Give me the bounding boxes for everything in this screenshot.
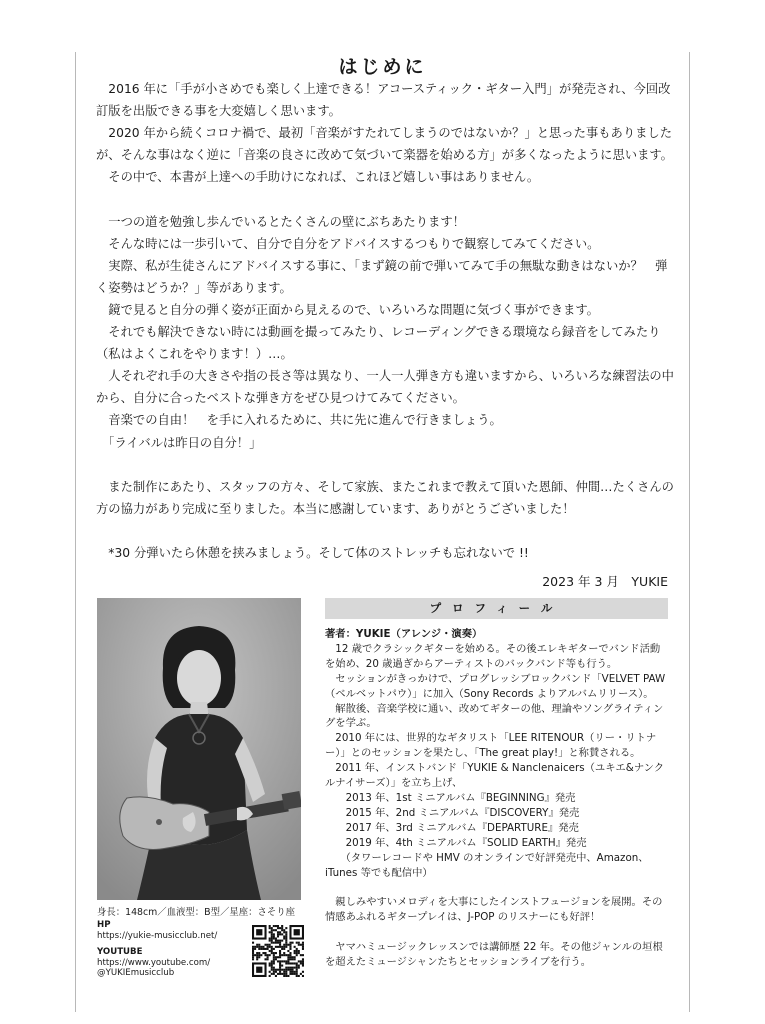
intro-paragraph: 実際、私が生徒さんにアドバイスする事に、「まず鏡の前で弾いてみて手の無駄な動きはないか？ 弾く姿勢はどうか？」等があります。 — [96, 258, 668, 295]
intro-paragraph: 2020 年から続くコロナ禍で、最初「音楽がすたれてしまうのではないか？」と思った事もありましたが、そんな事はなく逆に「音楽の良さに改めて気づいて楽器を始める方」が多くなったように思います。 — [96, 126, 673, 163]
intro-spacer — [96, 520, 674, 542]
intro-paragraph: そんな時には一歩引いて、自分で自分をアドバイスするつもりで観察してみてください。 — [96, 236, 600, 251]
intro-paragraph: また制作にあたり、スタッフの方々、そして家族、またこれまで教えて頂いた恩師、仲間…たくさんの方の協力があり完成に至りました。本当に感謝しています、ありがとうございました！ — [96, 479, 674, 516]
profile-spacer — [325, 880, 670, 895]
profile-line: （タワーレコードや HMV のオンラインで好評発売中、Amazon、iTunes 等でも配信中） — [325, 851, 649, 879]
intro-paragraph: その中で、本書が上達への手助けになれば、これほど嬉しい事はありません。 — [96, 170, 540, 185]
profile-header: プロフィール — [325, 598, 668, 619]
guitarist-photo — [97, 598, 301, 900]
intro-paragraph: 人それぞれ手の大きさや指の長さ等は異なり、一人一人弾き方も違いますから、いろいろな練習法の中から、自分に合ったベストな弾き方をぜひ見つけてみてください。 — [96, 369, 674, 406]
intro-paragraph: 2016 年に「手が小さめでも楽しく上達できる！アコースティック・ギター入門」が発売され、今回改訂版を出版できる事を大変嬉しく思います。 — [96, 82, 671, 119]
intro-paragraph: 「ライバルは昨日の自分！」 — [96, 435, 262, 450]
youtube-url-link[interactable]: https://www.youtube.com/ — [97, 957, 211, 968]
profile-line: 2010 年には、世界的なギタリスト「LEE RITENOUR（リー・リトナー）」とのセッションを果たし、「The great play!」と称賛される。 — [325, 732, 657, 760]
youtube-label: YOUTUBE — [97, 947, 143, 958]
hp-label: HP — [97, 920, 111, 930]
profile-spacer — [325, 925, 670, 940]
profile-line: 親しみやすいメロディを大事にしたインストフュージョンを展開。その情感あふれるギタープレイは、J-POP のリスナーにも好評！ — [325, 896, 663, 924]
intro-paragraph: 一つの道を勉強し歩んでいるとたくさんの壁にぶちあたります！ — [96, 214, 465, 229]
signature-date: 2023 年 3 月 YUKIE — [542, 574, 668, 589]
profile-line: 著者：YUKIE（アレンジ・演奏） — [325, 628, 483, 640]
hp-url-link[interactable]: https://yukie-musicclub.net/ — [97, 930, 218, 941]
profile-line: 解散後、音楽学校に通い、改めてギターの他、理論やソングライティングを学ぶ。 — [325, 702, 664, 730]
intro-spacer — [96, 188, 674, 210]
intro-paragraph: *30 分弾いたら休憩を挟みましょう。そして体のストレッチも忘れないで !! — [96, 545, 529, 560]
profile-line: 12 歳でクラシックギターを始める。その後エレキギターでバンド活動を始め、20 歳過ぎからアーティストのバックバンド等も行う。 — [325, 642, 661, 670]
qr-code-icon[interactable] — [252, 925, 304, 977]
youtube-handle: @YUKIEmusicclub — [97, 968, 175, 979]
intro-body — [96, 78, 674, 564]
profile-line: 2011 年、インストバンド「YUKIE & Nanclenaicers（ユキエ&ナンクルナイサーズ）」を立ち上げ、 — [325, 762, 664, 790]
intro-paragraph: 音楽での自由！ を手に入れるために、共に先に進んで行きましょう。 — [96, 413, 502, 428]
intro-paragraph: それでも解決できない時には動画を撮ってみたり、レコーディングできる環境なら録音をしてみたり（私はよくこれをやります！）…。 — [96, 325, 661, 362]
profile-line: 2019 年、4th ミニアルバム『SOLID EARTH』発売 — [325, 836, 587, 849]
profile-line: 2013 年、1st ミニアルバム『BEGINNING』発売 — [325, 791, 576, 804]
intro-paragraph: 鏡で見ると自分の弾く姿が正面から見えるので、いろいろな問題に気づく事ができます。 — [96, 302, 599, 317]
left-margin-rule — [75, 52, 76, 1012]
intro-spacer — [96, 454, 674, 476]
page-title: はじめに — [338, 56, 427, 78]
profile-stats: 身長：148cm／血液型：B型／星座：さそり座 — [97, 907, 295, 918]
right-margin-rule — [689, 52, 690, 1012]
profile-links — [97, 920, 247, 979]
profile-line: ヤマハミュージックレッスンでは講師歴 22 年。その他ジャンルの垣根を超えたミュージシャンたちとセッションライブを行う。 — [325, 941, 663, 968]
profile-line: 2015 年、2nd ミニアルバム『DISCOVERY』発売 — [325, 806, 580, 819]
profile-body — [325, 627, 670, 970]
profile-line: セッションがきっかけで、プログレッシブロックバンド「VELVET PAW（ベルベットパウ）」に加入（Sony Records よりアルバムリリース）。 — [325, 672, 666, 700]
profile-line: 2017 年、3rd ミニアルバム『DEPARTURE』発売 — [325, 821, 579, 834]
